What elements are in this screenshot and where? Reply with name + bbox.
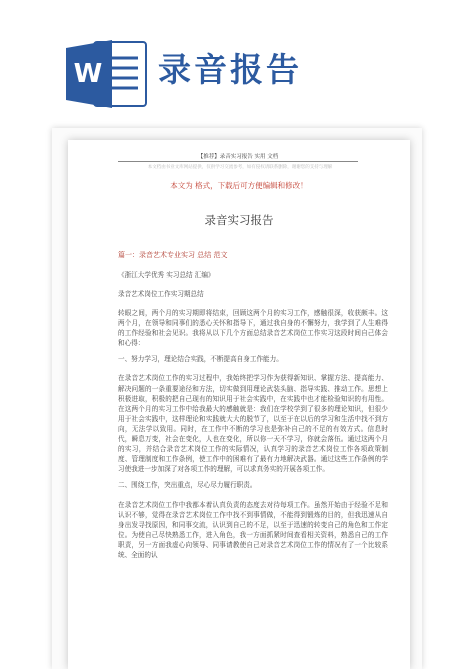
page-title: 录音报告 [158,50,302,89]
paragraph: 转眼之间，两个月的实习期即将结束，回顾这两个月的实习工作，感触很深，收获颇丰。这两个月，在领导和同事们的悉心关怀和指导下，通过我自身的不懈努力，我学到了人生难得的工作经验和社会见识。我将从以下几个方面总结录音艺术岗位工作实习这段时间自己体会和心得： [118,309,388,348]
section-heading: 篇一：录音艺术专业实习 总结 范文 [118,251,228,259]
source-line: 《浙江大学优秀 实习总结 汇编》 [118,271,215,279]
document-watermark: 本文档由书业文库网站提供，仅供学习交流参考，如有侵权请联系删除，谢谢您的支持与理解 [147,165,333,170]
document-header-line: 【推荐】录音实习报告 实用 文档 [118,152,358,162]
document-title: 录音实习报告 [204,213,274,227]
paragraph: 在录音艺术岗位工作中我都本着认真负责的态度去对待每项工作。虽然开始由于经验不足和认识不够，觉得在录音艺术岗位工作中找不到事情做，不能得到锻炼的目的，但我迅速从自身出发寻找原因，和同事交流，认识到自己的不足，以至于迅速的转变自己的角色和工作定位。为使自己尽快熟悉工作，进入角色，我一方面抓紧时间查看相关资料，熟悉自己的工作职责，另一方面我虚心向领导、同事请教使自己对录音艺术岗位工作的情况有了一个比较系统、全面的认 [118,500,388,559]
paragraph: 一、努力学习，理论结合实践，不断提高自身工作能力。 [118,355,283,364]
document-subtitle: 录音艺术岗位工作实习期总结 [118,290,204,298]
word-logo-letter: W [73,59,103,89]
document-page [68,140,410,669]
paragraph: 二、围绕工作，突出重点，尽心尽力履行职责。 [118,481,257,490]
word-icon [64,36,148,112]
download-notice: 本文为 格式，下载后可方便编辑和修改！ [170,181,308,190]
paragraph: 在录音艺术岗位工作的实习过程中，我始终把学习作为获得新知识、掌握方法、提高能力、解决问题的一条重要途径和方法，切实做到用理论武装头脑、指导实践、推动工作。思想上积极进取，积极的把自己现有的知识用于社会实践中，在实践中也才能检验知识的有用性。在这两个月的实习工作中给我最大的感触就是：我们在学校学到了很多的理论知识，但很少用于社会实践中，这样理论和实践就大大的脱节了，以至于在以后的学习和生活中找不到方向，无法学以致用。同时，在工作中不断的学习也是弥补自己的不足的有效方式。信息时代，瞬息万变，社会在变化，人也在变化，所以你一天不学习，你就会落伍。通过这两个月的实习，并结合录音艺术岗位工作的实际情况，认真学习的录音艺术岗位工作各项政策制度、管理制度和工作条例，使工作中的困难有了最有力地解决武器。通过这些工作条例的学习使我进一步加深了对各项工作的理解，可以求真务实的开展各项工作。 [118,374,388,474]
document-body [118,250,388,566]
banner [0,0,474,118]
